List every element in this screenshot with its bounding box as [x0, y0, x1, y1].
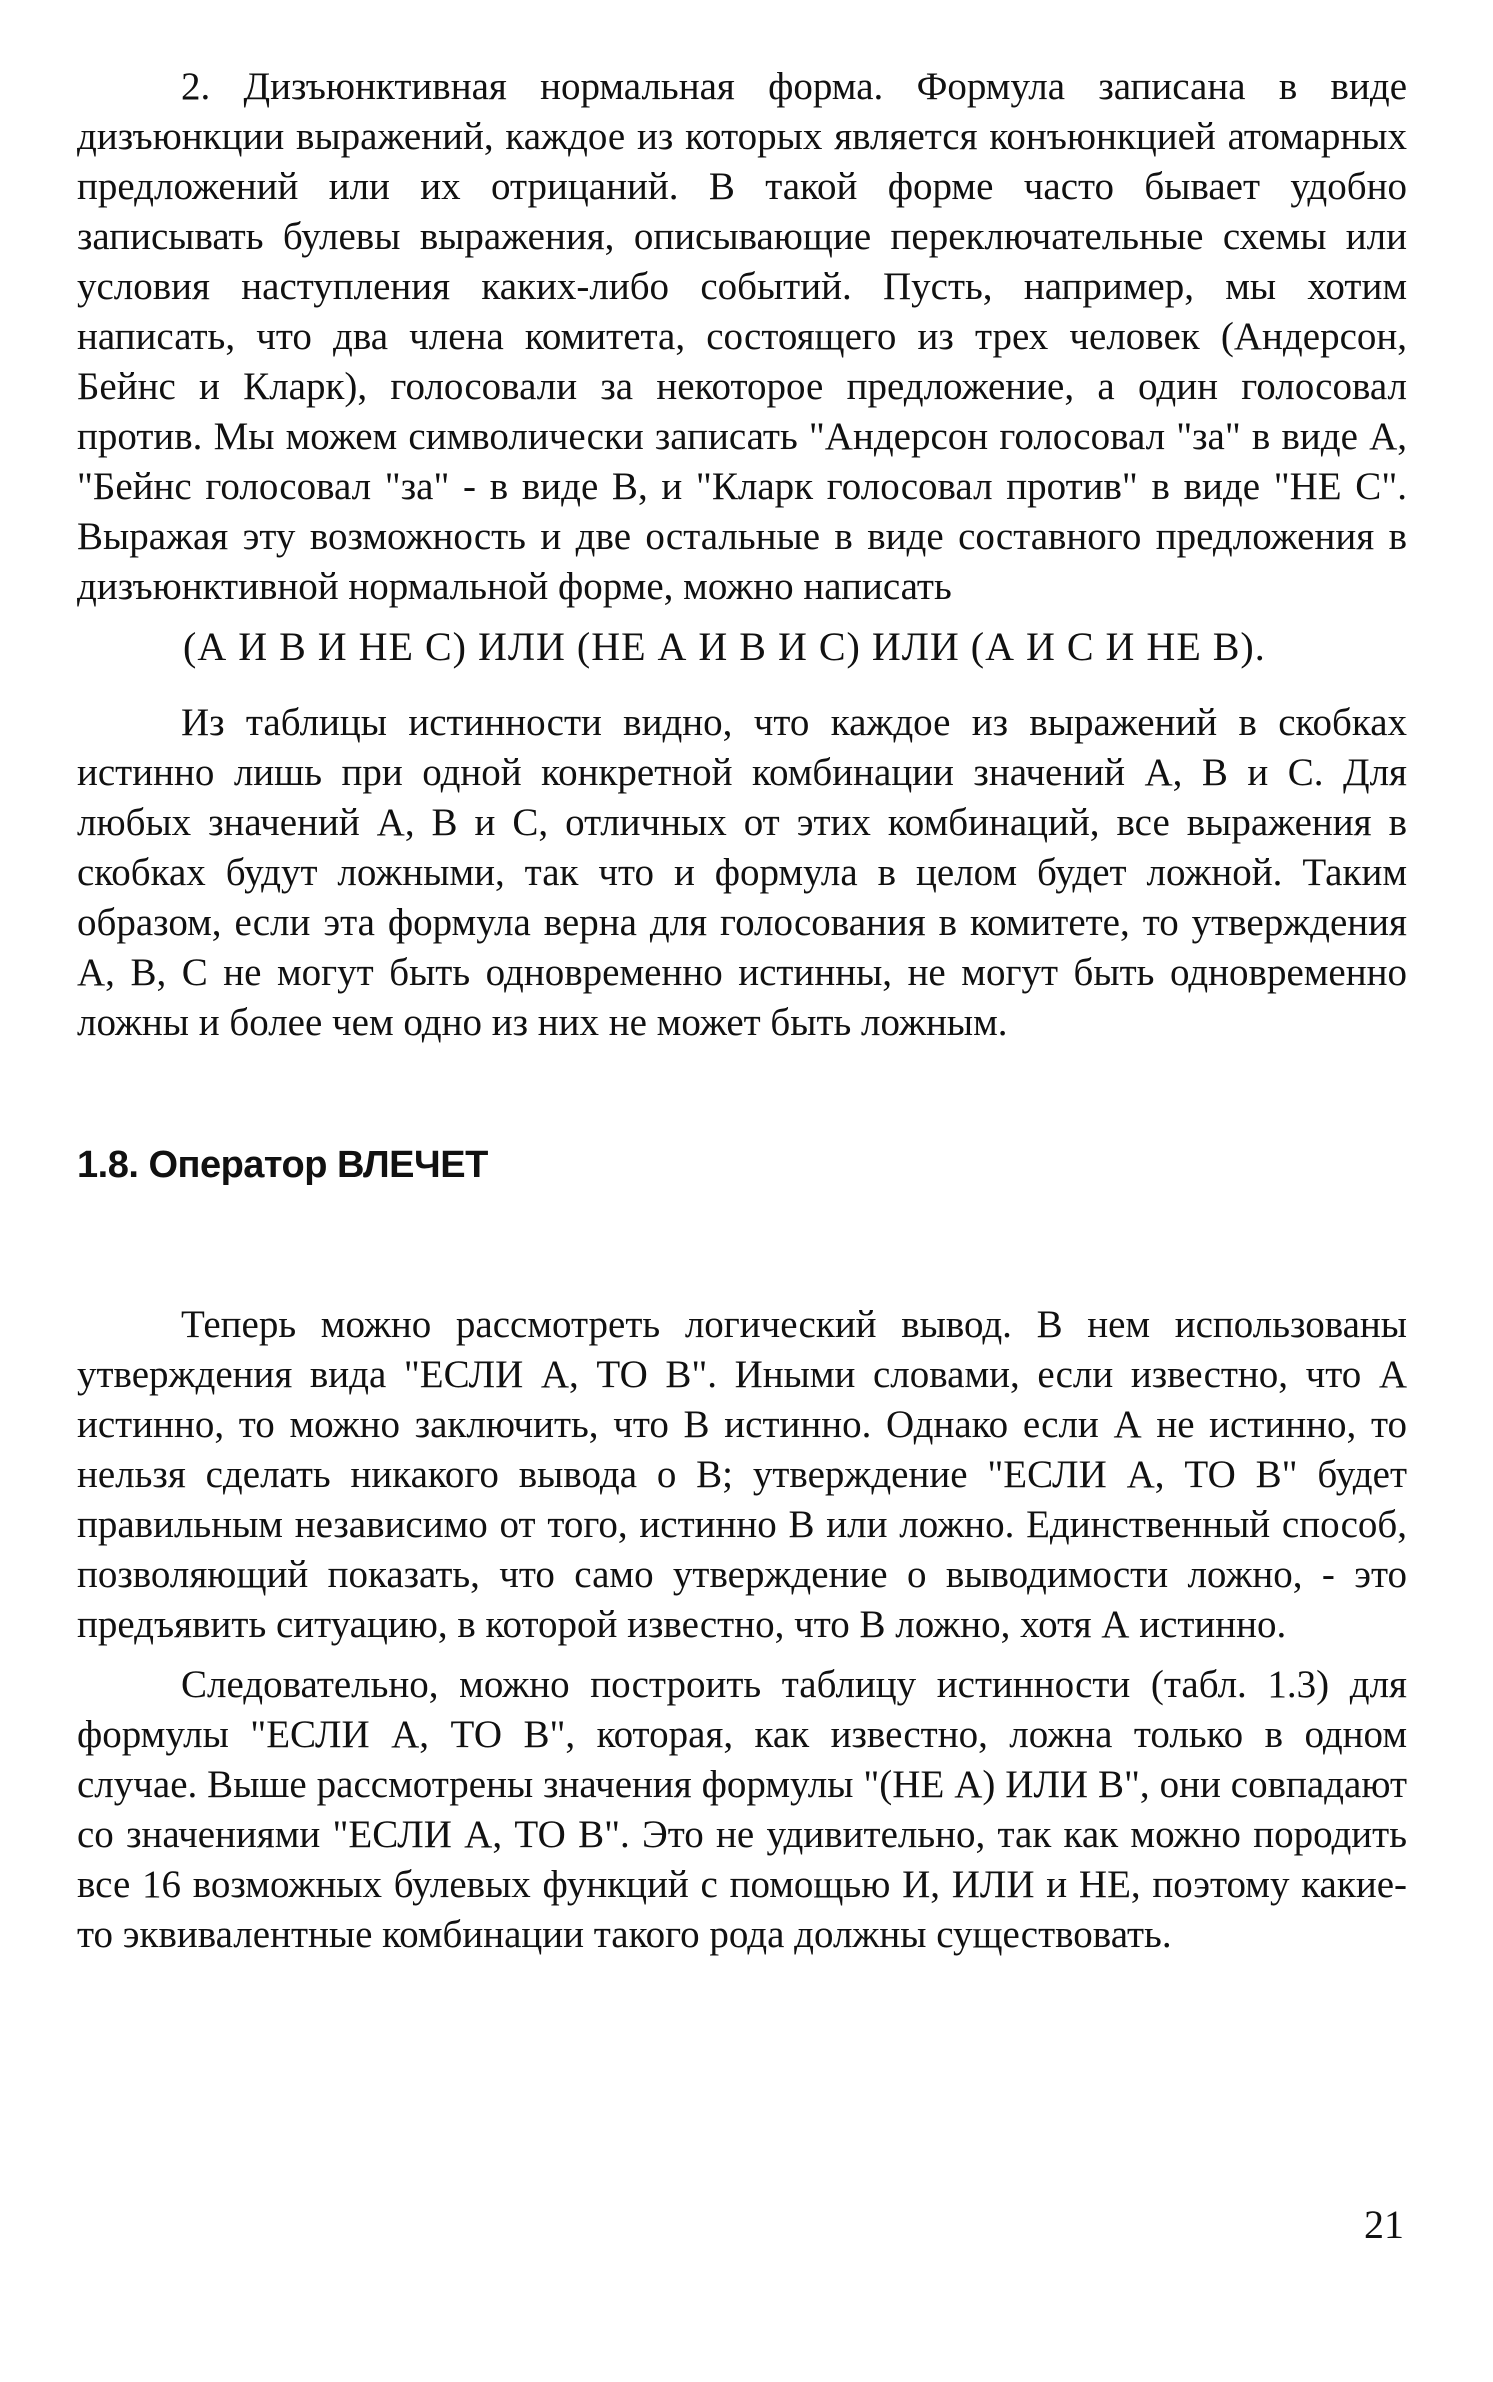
paragraph-truth-table: Из таблицы истинности видно, что каждое из выражений в скобках истинно лишь при одной конкретной комбинации значений А, В и С. Для любых значений А, В и С, отличных от этих комбинаций, все выражения в скобках будут ложными, так что и формула в целом будет ложной. Таким образом, если эта формула верна для голосования в комитете, то утверждения А, В, С не могут быть одновременно истинны, не могут быть одновременно ложны и более чем одно из них не может быть ложным.: [77, 701, 1407, 1044]
paragraph-dnf-intro: 2. Дизъюнктивная нормальная форма. Формула записана в виде дизъюнкции выражений, каждое из которых является конъюнкцией атомарных предложений или их отрицаний. В такой форме часто бывает удобно записывать булевы выражения, описывающие переключательные схемы или условия наступления каких-либо событий. Пусть, например, мы хотим написать, что два члена комитета, состоящего из трех человек (Андерсон, Бейнс и Кларк), голосовали за некоторое предложение, а один голосовал против. Мы можем символически записать "Андерсон голосовал "за" в виде А, "Бейнс голосовал "за" - в виде В, и "Кларк голосовал против" в виде "НЕ С". Выражая эту возможность и две остальные в виде составного предложения в дизъюнктивной нормальной форме, можно написать: [77, 65, 1407, 608]
paragraph-gap: [77, 1650, 1407, 1660]
formula-dnf: (А И В И НЕ С) ИЛИ (НЕ А И В И С) ИЛИ (А И С И НЕ В).: [183, 624, 1266, 669]
page-number: 21: [1364, 2202, 1404, 2247]
page-body: [77, 62, 1407, 1960]
section-heading: 1.8. Оператор ВЛЕЧЕТ: [77, 1144, 488, 1186]
paragraph-truth-table-1-3: Следовательно, можно построить таблицу истинности (табл. 1.3) для формулы "ЕСЛИ А, ТО В", которая, как известно, ложна только в одном случае. Выше рассмотрены значения формулы "(НЕ А) ИЛИ В", они совпадают со значениями "ЕСЛИ А, ТО В". Это не удивительно, так как можно породить все 16 возможных булевых функций с помощью И, ИЛИ и НЕ, поэтому какие-то эквивалентные комбинации такого рода должны существовать.: [77, 1663, 1407, 1956]
paragraph-implication: Теперь можно рассмотреть логический вывод. В нем использованы утверждения вида "ЕСЛИ А, ТО В". Иными словами, если известно, что А истинно, то можно заключить, что В истинно. Однако если А не истинно, то нельзя сделать никакого вывода о В; утверждение "ЕСЛИ А, ТО В" будет правильным независимо от того, истинно В или ложно. Единственный способ, позволяющий показать, что само утверждение о выводимости ложно, - это предъявить ситуацию, в которой известно, что В ложно, хотя А истинно.: [77, 1303, 1407, 1646]
